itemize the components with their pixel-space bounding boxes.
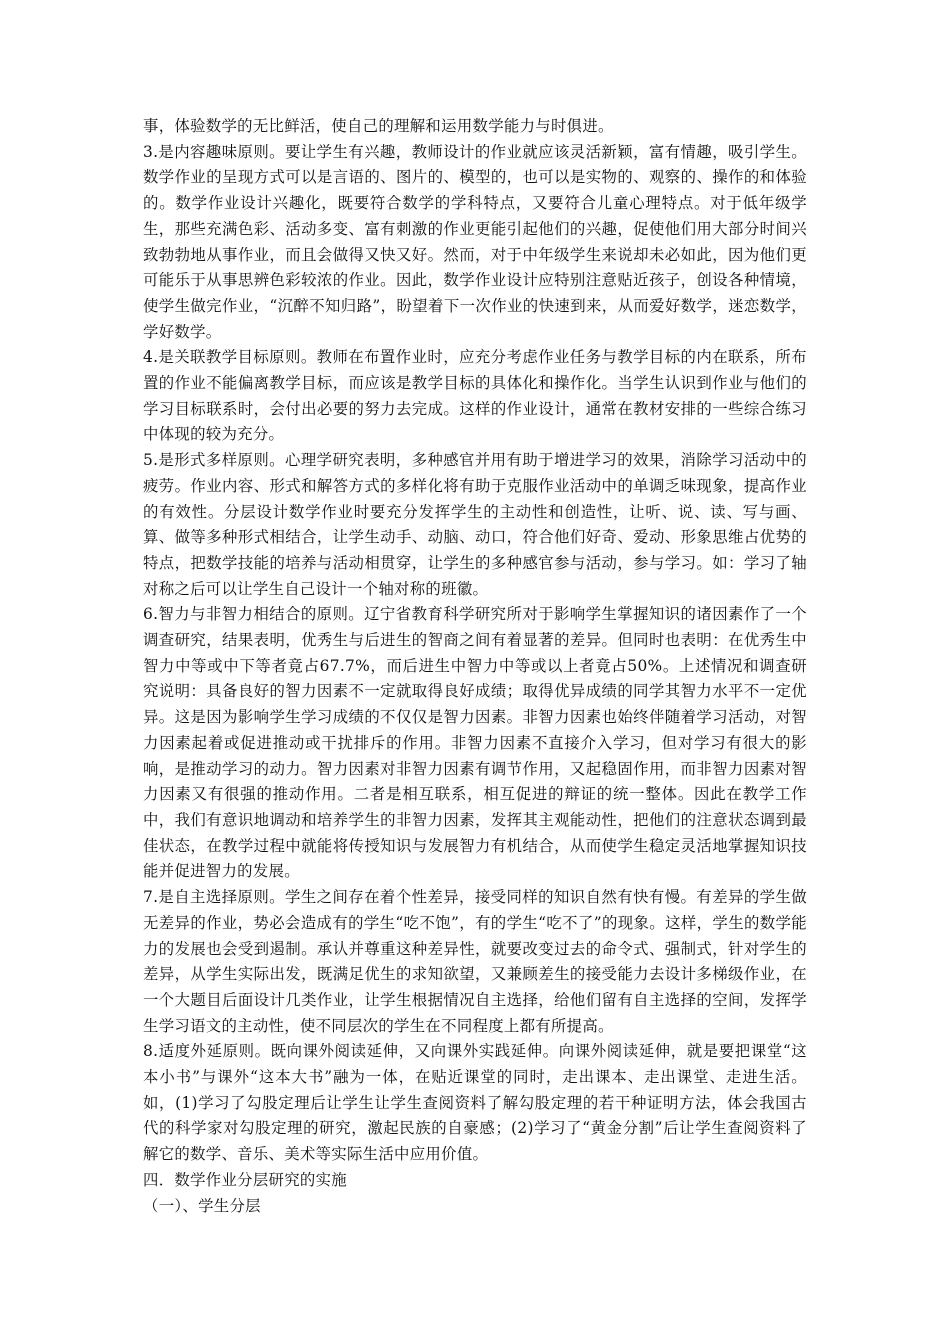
subsection-heading: （一）、学生分层 [143,1196,261,1215]
section-heading: 四．数学作业分层研究的实施 [143,1170,347,1189]
paragraph-principle-8: 8.适度外延原则。既向课外阅读延伸，又向课外实践延伸。向课外阅读延伸，就是要把课堂“这本小书”与课外“这本大书”融为一体，在贴近课堂的同时，走出课本、走出课堂、走进生活。如，(1)学习了勾股定理后让学生让学生查阅资料了解勾股定理的若干种证明方法，体会我国古代的科学家对勾股定理的研究，激起民族的自豪感；(2)学习了“黄金分割”后让学生查阅资料了解它的数学、音乐、美术等实际生活中应用价值。 [143,1042,807,1164]
paragraph-principle-3: 3.是内容趣味原则。要让学生有兴趣，教师设计的作业就应该灵活新颖，富有情趣，吸引学生。数学作业的呈现方式可以是言语的、图片的、模型的，也可以是实物的、观察的、操作的和体验的。数学作业设计兴趣化，既要符合数学的学科特点，又要符合儿童心理特点。对于低年级学生，那些充满色彩、活动多变、富有刺激的作业更能引起他们的兴趣，促使他们用大部分时间兴致勃勃地从事作业，而且会做得又快又好。然而，对于中年级学生来说却未必如此，因为他们更可能乐于从事思辨色彩较浓的作业。因此，数学作业设计应特别注意贴近孩子，创设各种情境，使学生做完作业，“沉醉不知归路”，盼望着下一次作业的快速到来，从而爱好数学，迷恋数学，学好数学。 [143,142,807,341]
paragraph-principle-5: 5.是形式多样原则。心理学研究表明，多种感官并用有助于增进学习的效果，消除学习活动中的疲劳。作业内容、形式和解答方式的多样化将有助于克服作业活动中的单调乏味现象，提高作业的有效性。分层设计数学作业时要充分发挥学生的主动性和创造性，让听、说、读、写与画、算、做等多种形式相结合，让学生动手、动脑、动口，符合他们好奇、爱动、形象思维占优势的特点，把数学技能的培养与活动相贯穿，让学生的多种感官参与活动，参与学习。如：学习了轴对称之后可以让学生自己设计一个轴对称的班徽。 [143,451,807,598]
document-body [143,114,807,1219]
paragraph-principle-6: 6.智力与非智力相结合的原则。辽宁省教育科学研究所对于影响学生掌握知识的诸因素作了一个调查研究，结果表明，优秀生与后进生的智商之间有着显著的差异。但同时也表明：在优秀生中智力中等或中下等者竟占67.7%，而后进生中智力中等或以上者竟占50%。上述情况和调查研究说明：具备良好的智力因素不一定就取得良好成绩；取得优异成绩的同学其智力水平不一定优异。这是因为影响学生学习成绩的不仅仅是智力因素。非智力因素也始终伴随着学习活动，对智力因素起着或促进推动或干扰排斥的作用。非智力因素不直接介入学习，但对学习有很大的影响，是推动学习的动力。智力因素对非智力因素有调节作用，又起稳固作用，而非智力因素对智力因素又有很强的推动作用。二者是相互联系，相互促进的辩证的统一整体。因此在教学工作中，我们有意识地调动和培养学生的非智力因素，发挥其主观能动性，把他们的注意状态调到最佳状态，在教学过程中就能将传授知识与发展智力有机结合，从而使学生稳定灵活地掌握知识技能并促进智力的发展。 [143,605,807,881]
paragraph-continuation: 事，体验数学的无比鲜活，使自己的理解和运用数学能力与时俱进。 [143,117,614,135]
paragraph-principle-4: 4.是关联教学目标原则。教师在布置作业时，应充分考虑作业任务与教学目标的内在联系，所布置的作业不能偏离教学目标，而应该是教学目标的具体化和操作化。当学生认识到作业与他们的学习目标联系时，会付出必要的努力去完成。这样的作业设计，通常在教材安排的一些综合练习中体现的较为充分。 [143,348,807,444]
paragraph-principle-7: 7.是自主选择原则。学生之间存在着个性差异，接受同样的知识自然有快有慢。有差异的学生做无差异的作业，势必会造成有的学生“吃不饱”，有的学生“吃不了”的现象。这样，学生的数学能力的发展也会受到遏制。承认并尊重这种差异性，就要改变过去的命令式、强制式，针对学生的差异，从学生实际出发，既满足优生的求知欲望，又兼顾差生的接受能力去设计多梯级作业，在一个大题目后面设计几类作业，让学生根据情况自主选择，给他们留有自主选择的空间，发挥学生学习语文的主动性，使不同层次的学生在不同程度上都有所提高。 [143,888,807,1035]
